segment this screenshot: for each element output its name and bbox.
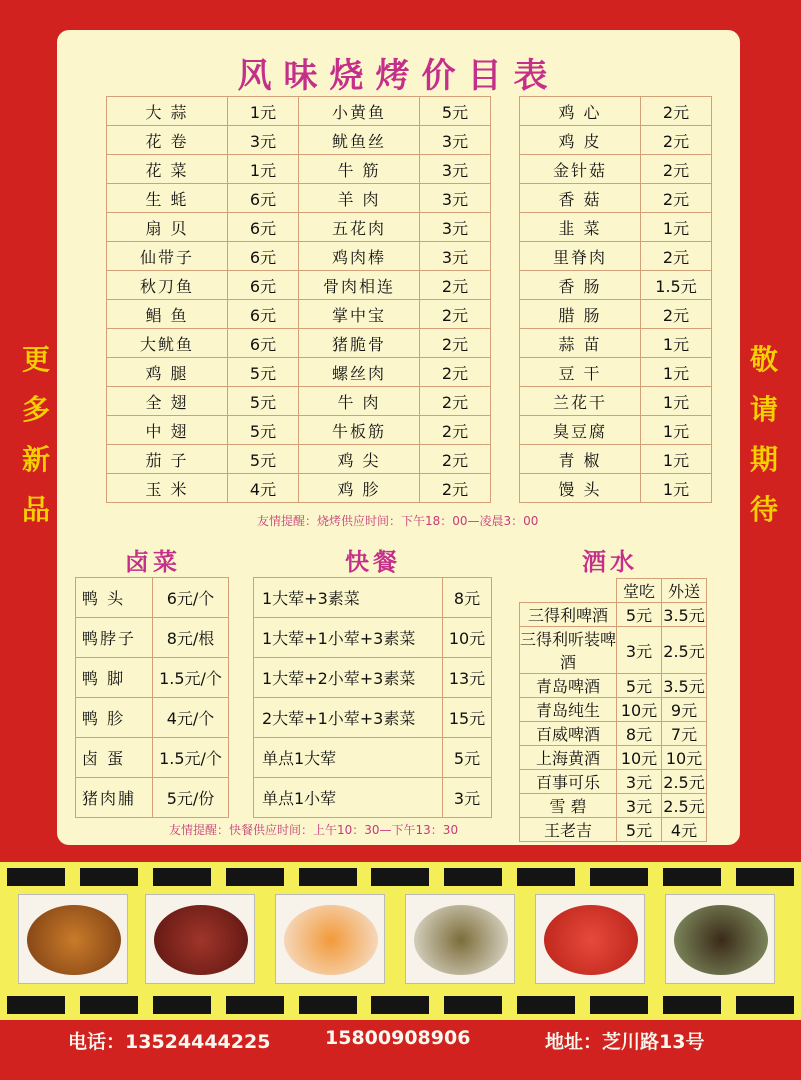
item-name: 王老吉 [520,818,617,842]
item-name: 1大荤+1小荤+3素菜 [254,618,443,658]
item-price: 5元 [228,445,299,474]
takeout-price: 9元 [662,698,707,722]
item-price: 3元 [420,126,491,155]
side-char: 敬 [749,343,778,376]
item-name: 香 菇 [520,184,641,213]
table-row [76,738,229,778]
item-name: 鲳 鱼 [107,300,228,329]
table-row [520,770,707,794]
side-slogan-right [746,335,782,535]
table-row [254,578,492,618]
table-row [299,97,491,126]
dine-price: 5元 [617,818,662,842]
table-row [520,627,707,674]
table-row [299,387,491,416]
table-row [254,698,492,738]
table-row [254,618,492,658]
bbq-table-1 [106,96,299,503]
item-price: 3元 [443,778,492,818]
item-name: 牛板筋 [299,416,420,445]
item-price: 2元 [420,300,491,329]
item-price: 6元 [228,271,299,300]
table-row [520,271,712,300]
item-name: 鸡 皮 [520,126,641,155]
table-row [107,300,299,329]
item-name: 兰花干 [520,387,641,416]
table-row [76,578,229,618]
side-char: 多 [21,393,50,426]
item-name: 臭豆腐 [520,416,641,445]
phone-number-2: 15800908906 [325,1027,471,1049]
item-name: 雪 碧 [520,794,617,818]
item-name: 鸡 尖 [299,445,420,474]
item-price: 3元 [420,184,491,213]
table-row [299,358,491,387]
item-name: 鸭 头 [76,578,153,618]
item-name: 三得利啤酒 [520,603,617,627]
item-price: 6元 [228,242,299,271]
item-price: 5元 [420,97,491,126]
item-name: 扇 贝 [107,213,228,242]
table-row [299,445,491,474]
table-row [520,155,712,184]
table-row [520,794,707,818]
item-price: 13元 [443,658,492,698]
table-row [76,618,229,658]
item-price: 15元 [443,698,492,738]
bbq-note: 友情提醒：烧烤供应时间：下午18：00—凌晨3：00 [257,514,539,528]
table-row [299,416,491,445]
phone-label: 电话：13524444225 [68,1031,271,1053]
item-name: 百威啤酒 [520,722,617,746]
item-price: 2元 [420,416,491,445]
side-char: 请 [749,393,778,426]
item-name: 五花肉 [299,213,420,242]
food-photo-2 [145,894,255,984]
item-name: 茄 子 [107,445,228,474]
takeout-price: 3.5元 [662,674,707,698]
table-row [520,722,707,746]
food-photo-6 [665,894,775,984]
item-price: 1元 [228,97,299,126]
table-row [299,242,491,271]
item-name: 大鱿鱼 [107,329,228,358]
table-row [107,126,299,155]
bbq-table-2 [298,96,491,503]
dine-price: 10元 [617,698,662,722]
side-char: 更 [21,343,50,376]
item-price: 2元 [641,300,712,329]
item-price: 1元 [641,329,712,358]
item-name: 上海黄酒 [520,746,617,770]
item-price: 1元 [641,474,712,503]
table-row [299,271,491,300]
dine-price: 5元 [617,674,662,698]
item-name: 鸡 心 [520,97,641,126]
item-name: 2大荤+1小荤+3素菜 [254,698,443,738]
table-row [107,184,299,213]
item-price: 2元 [641,97,712,126]
table-row [520,387,712,416]
item-price: 3元 [420,242,491,271]
table-row [520,746,707,770]
table-row [520,603,707,627]
takeout-price: 2.5元 [662,794,707,818]
item-price: 2元 [641,155,712,184]
takeout-price: 4元 [662,818,707,842]
table-row [107,271,299,300]
item-name: 牛 肉 [299,387,420,416]
item-name: 三得利听装啤酒 [520,627,617,674]
table-row [107,97,299,126]
item-price: 1元 [641,387,712,416]
drinks-header-blank [520,579,617,603]
dine-price: 3元 [617,770,662,794]
table-row [520,300,712,329]
item-price: 2元 [641,242,712,271]
item-name: 1大荤+2小荤+3素菜 [254,658,443,698]
table-row [520,445,712,474]
item-price: 5元 [228,416,299,445]
item-name: 鸭 胗 [76,698,153,738]
item-name: 馒 头 [520,474,641,503]
item-price: 1元 [641,213,712,242]
table-row [520,416,712,445]
item-name: 全 翅 [107,387,228,416]
table-row [107,416,299,445]
item-name: 鸭脖子 [76,618,153,658]
drinks-table [519,578,707,842]
table-row [254,658,492,698]
item-name: 卤 蛋 [76,738,153,778]
dine-price: 3元 [617,794,662,818]
food-photo-4 [405,894,515,984]
item-price: 10元 [443,618,492,658]
item-name: 大 蒜 [107,97,228,126]
fast-note: 友情提醒：快餐供应时间：上午10：30—下午13：30 [169,823,459,837]
table-row [76,698,229,738]
item-name: 生 蚝 [107,184,228,213]
item-name: 鸡 腿 [107,358,228,387]
item-name: 青岛啤酒 [520,674,617,698]
table-row [299,300,491,329]
item-name: 青 椒 [520,445,641,474]
item-price: 5元/份 [153,778,229,818]
lu-title: 卤菜 [125,547,181,576]
dine-price: 5元 [617,603,662,627]
food-photo-5 [535,894,645,984]
item-name: 掌中宝 [299,300,420,329]
drinks-header-dine: 堂吃 [617,579,662,603]
item-name: 鱿鱼丝 [299,126,420,155]
item-price: 1.5元 [641,271,712,300]
table-row [254,738,492,778]
film-border-bottom [0,996,801,1014]
dine-price: 10元 [617,746,662,770]
table-row [76,778,229,818]
fast-table [253,577,492,818]
side-char: 待 [749,493,778,526]
table-row [520,97,712,126]
table-row [520,698,707,722]
item-name: 金针菇 [520,155,641,184]
item-name: 玉 米 [107,474,228,503]
item-name: 羊 肉 [299,184,420,213]
table-row [299,126,491,155]
item-name: 单点1小荤 [254,778,443,818]
item-name: 腊 肠 [520,300,641,329]
table-row [76,658,229,698]
item-price: 8元/根 [153,618,229,658]
item-price: 2元 [420,358,491,387]
item-price: 3元 [420,213,491,242]
item-price: 2元 [420,474,491,503]
item-name: 百事可乐 [520,770,617,794]
table-row [520,818,707,842]
table-row [299,213,491,242]
item-price: 1元 [228,155,299,184]
item-name: 花 卷 [107,126,228,155]
bbq-table-3 [519,96,712,503]
table-row [254,778,492,818]
item-name: 蒜 苗 [520,329,641,358]
item-price: 2元 [420,329,491,358]
takeout-price: 3.5元 [662,603,707,627]
table-row [107,329,299,358]
table-row [520,474,712,503]
item-price: 2元 [420,387,491,416]
item-name: 豆 干 [520,358,641,387]
table-row [107,387,299,416]
item-price: 8元 [443,578,492,618]
drinks-title: 酒水 [582,547,638,576]
item-price: 4元 [228,474,299,503]
item-price: 5元 [228,387,299,416]
side-char: 新 [21,443,50,476]
item-price: 1元 [641,358,712,387]
table-row [107,213,299,242]
table-row [520,184,712,213]
address: 地址：芝川路13号 [545,1031,705,1053]
photo-strip [0,862,801,1020]
item-price: 6元 [228,184,299,213]
table-row [107,474,299,503]
item-price: 6元 [228,329,299,358]
table-row [299,155,491,184]
table-row [299,329,491,358]
table-row [520,674,707,698]
item-name: 1大荤+3素菜 [254,578,443,618]
item-name: 花 菜 [107,155,228,184]
item-name: 鸭 脚 [76,658,153,698]
item-name: 骨肉相连 [299,271,420,300]
takeout-price: 10元 [662,746,707,770]
film-border-top [0,868,801,886]
takeout-price: 2.5元 [662,770,707,794]
side-slogan-left [18,335,54,535]
table-row [107,242,299,271]
food-photo-3 [275,894,385,984]
lu-table [75,577,229,818]
table-row [107,155,299,184]
item-price: 2元 [420,445,491,474]
dine-price: 3元 [617,627,662,674]
item-price: 2元 [641,126,712,155]
item-name: 里脊肉 [520,242,641,271]
item-name: 秋刀鱼 [107,271,228,300]
table-row [520,329,712,358]
item-name: 螺丝肉 [299,358,420,387]
table-row [520,242,712,271]
table-row [107,445,299,474]
item-price: 1.5元/个 [153,658,229,698]
takeout-price: 2.5元 [662,627,707,674]
food-photo-1 [18,894,128,984]
item-name: 猪脆骨 [299,329,420,358]
item-price: 2元 [641,184,712,213]
item-name: 鸡 胗 [299,474,420,503]
drinks-header-takeout: 外送 [662,579,707,603]
side-char: 期 [749,443,778,476]
item-name: 鸡肉棒 [299,242,420,271]
item-name: 香 肠 [520,271,641,300]
table-row [520,358,712,387]
table-row [299,184,491,213]
item-price: 6元/个 [153,578,229,618]
table-row [520,126,712,155]
item-price: 5元 [443,738,492,778]
item-name: 中 翅 [107,416,228,445]
item-price: 5元 [228,358,299,387]
item-price: 1元 [641,416,712,445]
table-row [299,474,491,503]
side-char: 品 [21,493,50,526]
item-name: 单点1大荤 [254,738,443,778]
item-price: 1.5元/个 [153,738,229,778]
menu-panel [57,30,740,845]
item-price: 4元/个 [153,698,229,738]
takeout-price: 7元 [662,722,707,746]
fast-title: 快餐 [345,547,401,576]
menu-title: 风味烧烤价目表 [237,56,560,96]
item-name: 青岛纯生 [520,698,617,722]
item-price: 3元 [228,126,299,155]
item-price: 3元 [420,155,491,184]
item-name: 仙带子 [107,242,228,271]
item-name: 小黄鱼 [299,97,420,126]
item-price: 1元 [641,445,712,474]
item-price: 6元 [228,213,299,242]
item-price: 2元 [420,271,491,300]
item-name: 猪肉脯 [76,778,153,818]
item-name: 韭 菜 [520,213,641,242]
item-price: 6元 [228,300,299,329]
table-row [107,358,299,387]
dine-price: 8元 [617,722,662,746]
item-name: 牛 筋 [299,155,420,184]
table-row [520,213,712,242]
